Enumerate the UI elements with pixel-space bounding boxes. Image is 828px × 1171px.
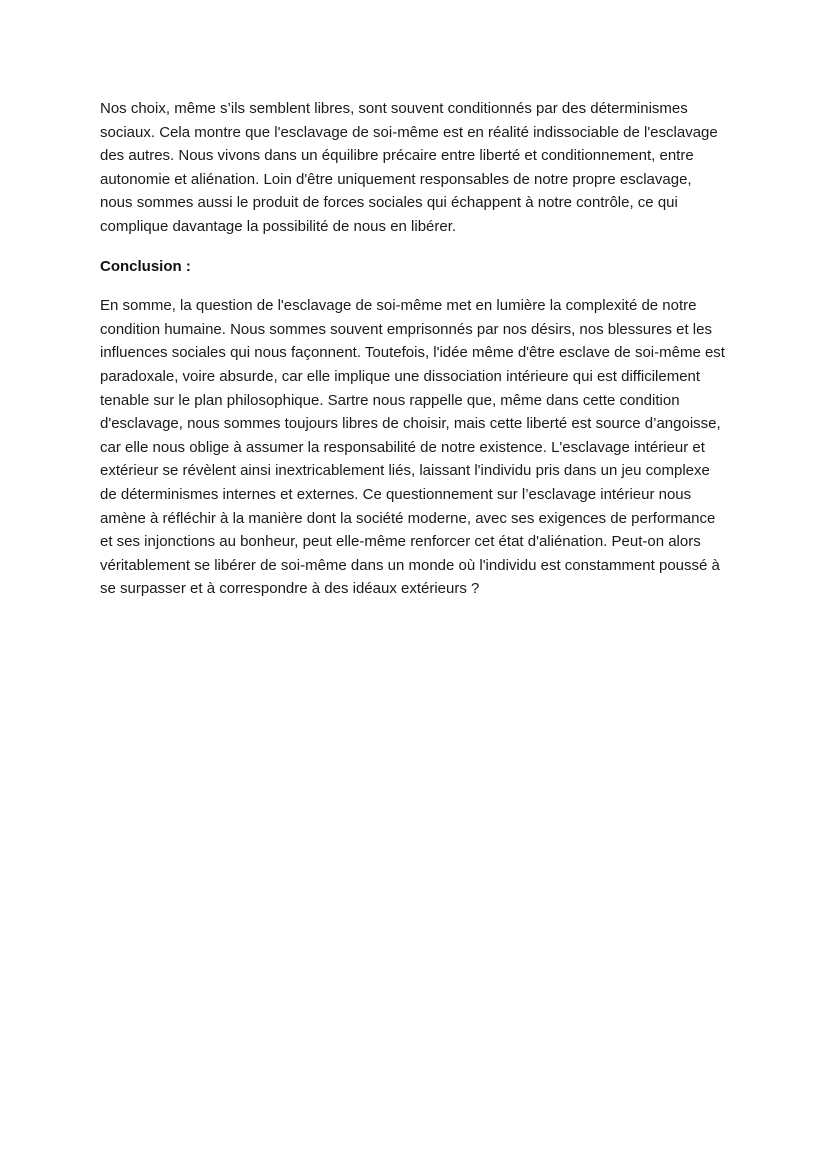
document-body [100,97,726,601]
paragraph-determinismes: Nos choix, même s’ils semblent libres, sont souvent conditionnés par des déterminismes sociaux. Cela montre que l'esclavage de soi-même est en réalité indissociable de l'esclavage des autres. Nous vivons dans un équilibre précaire entre liberté et conditionnement, entre autonomie et aliénation. Loin d'être uniquement responsables de notre propre esclavage, nous sommes aussi le produit de forces sociales qui échappent à notre contrôle, ce qui complique davantage la possibilité de nous en libérer. [100,100,718,235]
conclusion-heading: Conclusion : [100,257,191,275]
paragraph-conclusion: En somme, la question de l'esclavage de soi-même met en lumière la complexité de notre condition humaine. Nous sommes souvent emprisonnés par nos désirs, nos blessures et les influences sociales qui nous façonnent. Toutefois, l'idée même d'être esclave de soi-même est paradoxale, voire absurde, car elle implique une dissociation intérieure qui est difficilement tenable sur le plan philosophique. Sartre nous rappelle que, même dans cette condition d'esclavage, nous sommes toujours libres de choisir, mais cette liberté est source d’angoisse, car elle nous oblige à assumer la responsabilité de notre existence. L'esclavage intérieur et extérieur se révèlent ainsi inextricablement liés, laissant l'individu pris dans un jeu complexe de déterminismes internes et externes. Ce questionnement sur l’esclavage intérieur nous amène à réfléchir à la manière dont la société moderne, avec ses exigences de performance et ses injonctions au bonheur, peut elle-même renforcer cet état d'aliénation. Peut-on alors véritablement se libérer de soi-même dans un monde où l'individu est constamment poussé à se surpasser et à correspondre à des idéaux extérieurs ? [100,297,725,598]
